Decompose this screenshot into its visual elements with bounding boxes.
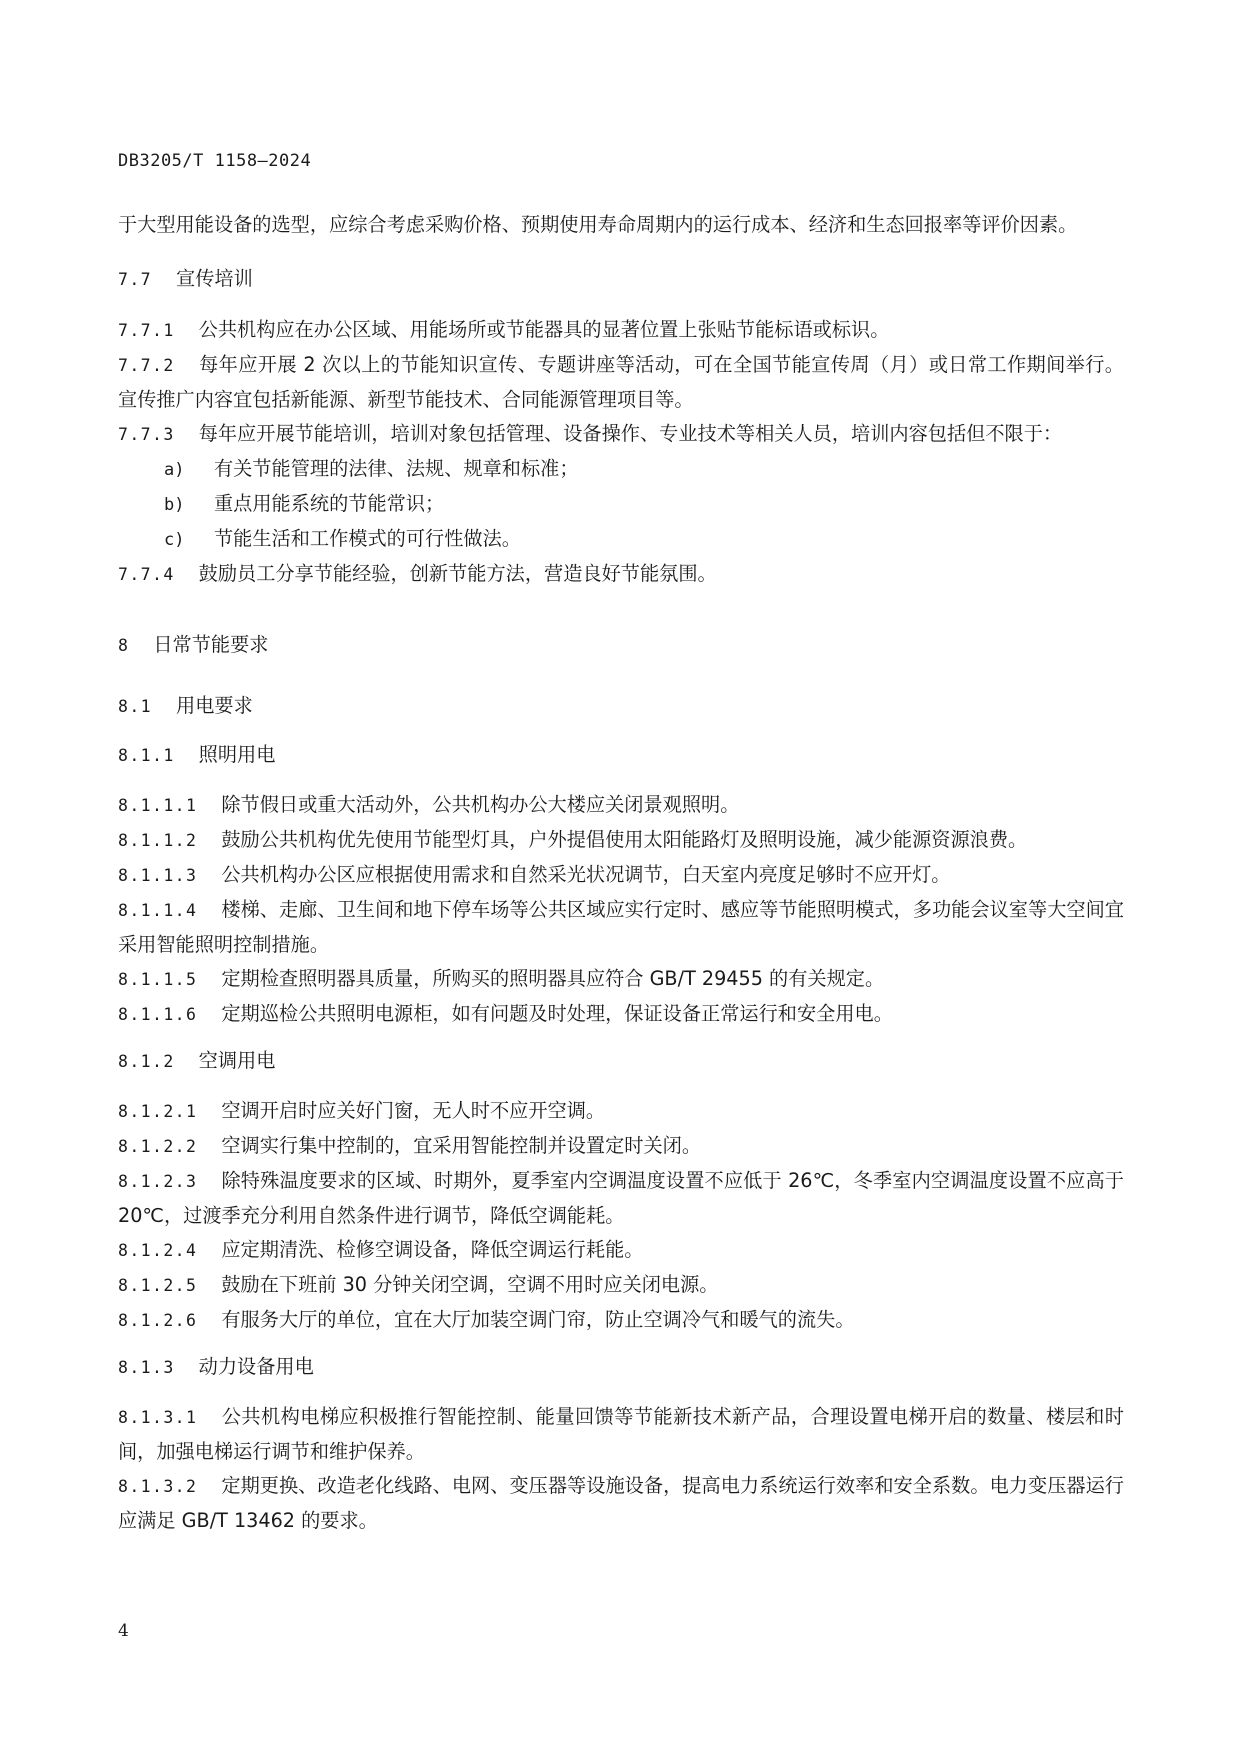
intro-paragraph: 于大型用能设备的选型，应综合考虑采购价格、预期使用寿命周期内的运行成本、经济和生态回报率等评价因素。	[118, 213, 1078, 236]
clause-8-1-2-4: 8.1.2.4 应定期清洗、检修空调设备，降低空调运行耗能。	[118, 1238, 644, 1261]
section-title: 宣传培训	[176, 267, 253, 290]
clause-8-1-2-5: 8.1.2.5 鼓励在下班前 30 分钟关闭空调，空调不用时应关闭电源。	[118, 1273, 719, 1296]
section-8-1-2-heading	[118, 1044, 1124, 1079]
section-title: 空调用电	[198, 1049, 276, 1072]
page-number: 4	[118, 1621, 129, 1641]
section-8-1-1-heading	[118, 738, 1124, 773]
section-8-heading	[118, 628, 1124, 663]
clause-8-1-1-2: 8.1.1.2 鼓励公共机构优先使用节能型灯具，户外提倡使用太阳能路灯及照明设施，减少能源资源浪费。	[118, 828, 1028, 851]
clause-7-7-3: 7.7.3 每年应开展节能培训，培训对象包括管理、设备操作、专业技术等相关人员，培训内容包括但不限于：	[118, 422, 1063, 445]
list-item: c) 节能生活和工作模式的可行性做法。	[164, 527, 521, 550]
section-number: 8.1	[118, 697, 153, 716]
clause-8-1-1-6: 8.1.1.6 定期巡检公共照明电源柜，如有问题及时处理，保证设备正常运行和安全用电。	[118, 1002, 893, 1025]
clause-8-1-2-1: 8.1.2.1 空调开启时应关好门窗，无人时不应开空调。	[118, 1099, 606, 1122]
section-8-1-3-heading	[118, 1350, 1124, 1385]
clause-8-1-1-3: 8.1.1.3 公共机构办公区应根据使用需求和自然采光状况调节，白天室内亮度足够时不应开灯。	[118, 863, 951, 886]
section-title: 日常节能要求	[153, 633, 269, 656]
list-item: a) 有关节能管理的法律、法规、规章和标准；	[164, 457, 579, 480]
section-title: 动力设备用电	[198, 1355, 314, 1378]
clause-8-1-1-1: 8.1.1.1 除节假日或重大活动外，公共机构办公大楼应关闭景观照明。	[118, 793, 740, 816]
clause-8-1-3-1: 8.1.3.1 公共机构电梯应积极推行智能控制、能量回馈等节能新技术新产品，合理设置电梯开启的数量、楼层和时间，加强电梯运行调节和维护保养。	[118, 1405, 1124, 1463]
clause-8-1-2-2: 8.1.2.2 空调实行集中控制的，宜采用智能控制并设置定时关闭。	[118, 1134, 702, 1157]
clause-8-1-1-4: 8.1.1.4 楼梯、走廊、卫生间和地下停车场等公共区域应实行定时、感应等节能照明模式，多功能会议室等大空间宜采用智能照明控制措施。	[118, 898, 1124, 956]
clause-8-1-2-3: 8.1.2.3 除特殊温度要求的区域、时期外，夏季室内空调温度设置不应低于 26℃，冬季室内空调温度设置不应高于 20℃，过渡季充分利用自然条件进行调节，降低空调能耗。	[118, 1169, 1124, 1227]
section-title: 用电要求	[176, 694, 253, 717]
section-number: 8.1.3	[118, 1358, 175, 1377]
clause-8-1-3-2: 8.1.3.2 定期更换、改造老化线路、电网、变压器等设施设备，提高电力系统运行效率和安全系数。电力变压器运行应满足 GB/T 13462 的要求。	[118, 1474, 1124, 1532]
document-id-header: DB3205/T 1158—2024	[118, 151, 312, 171]
section-number: 7.7	[118, 270, 153, 289]
section-number: 8.1.1	[118, 746, 175, 765]
page-content	[118, 208, 1124, 1538]
clause-7-7-2: 7.7.2 每年应开展 2 次以上的节能知识宣传、专题讲座等活动，可在全国节能宣传周（月）或日常工作期间举行。宣传推广内容宜包括新能源、新型节能技术、合同能源管理项目等。	[118, 353, 1124, 411]
section-number: 8.1.2	[118, 1052, 175, 1071]
section-title: 照明用电	[198, 743, 276, 766]
clause-7-7-4: 7.7.4 鼓励员工分享节能经验，创新节能方法，营造良好节能氛围。	[118, 562, 717, 585]
section-8-1-heading	[118, 689, 1124, 724]
clause-7-7-1: 7.7.1 公共机构应在办公区域、用能场所或节能器具的显著位置上张贴节能标语或标识。	[118, 318, 890, 341]
section-number: 8	[118, 636, 130, 655]
clause-8-1-1-5: 8.1.1.5 定期检查照明器具质量，所购买的照明器具应符合 GB/T 29455 的有关规定。	[118, 967, 885, 990]
training-content-list	[118, 452, 1124, 557]
list-item: b) 重点用能系统的节能常识；	[164, 492, 445, 515]
clause-8-1-2-6: 8.1.2.6 有服务大厅的单位，宜在大厅加装空调门帘，防止空调冷气和暖气的流失。	[118, 1308, 855, 1331]
section-7-7-heading	[118, 262, 1124, 297]
